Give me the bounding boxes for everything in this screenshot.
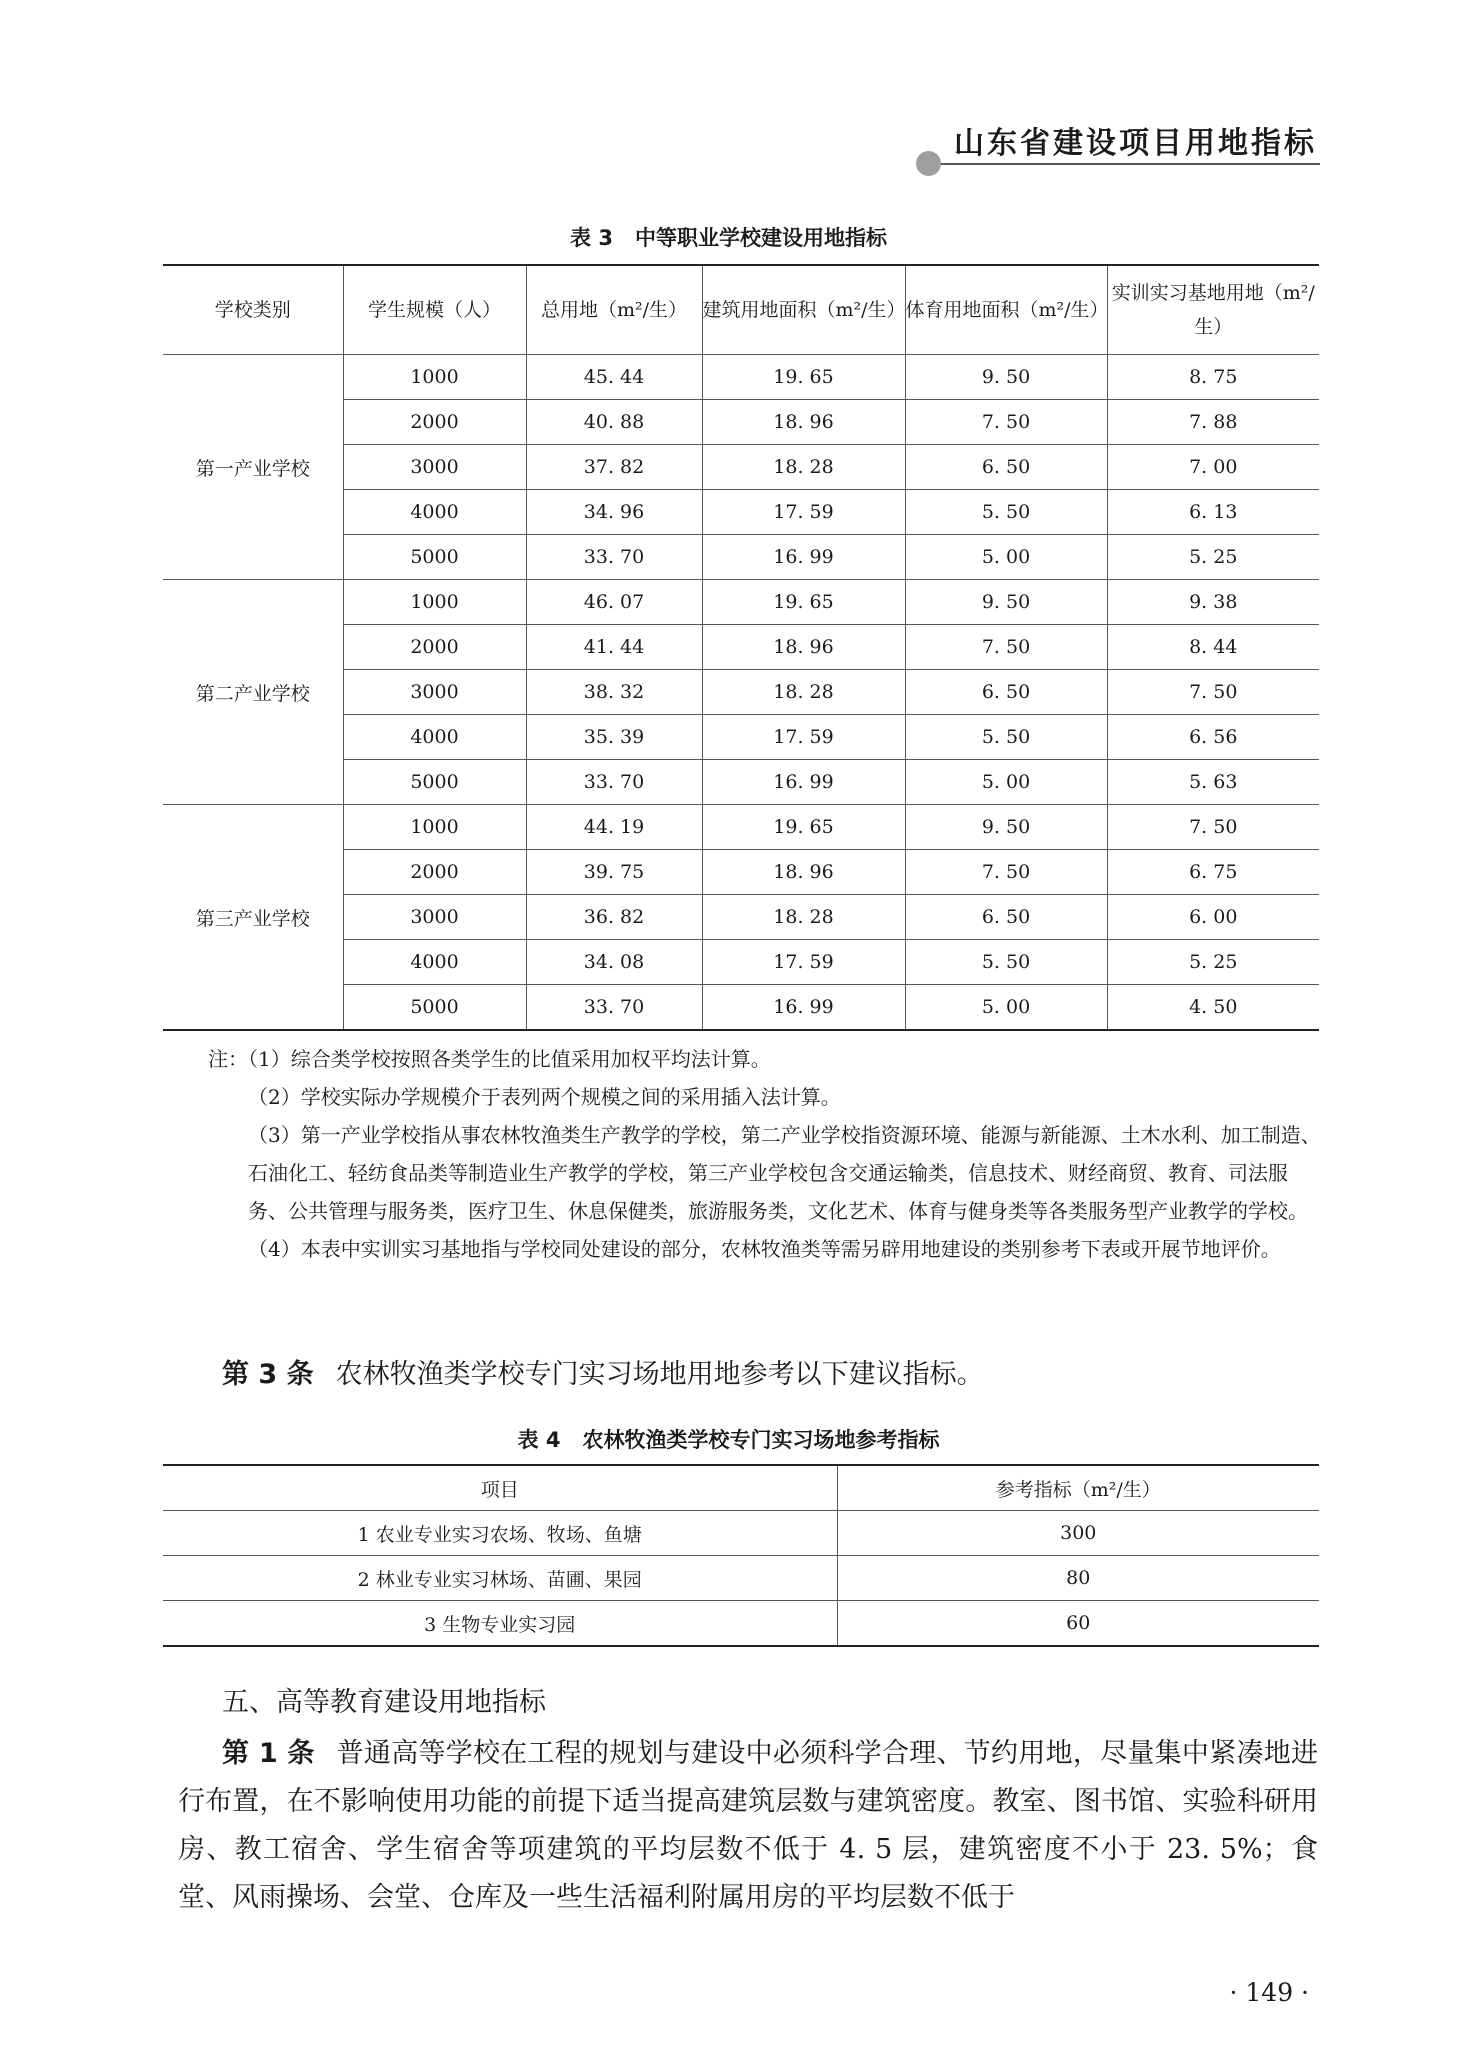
table-cell: 7. 50 [905,400,1107,445]
table-cell: 19. 65 [702,580,905,625]
table-cell: 80 [837,1556,1319,1601]
table-cell: 7. 50 [1107,670,1319,715]
table-cell: 33. 70 [526,535,702,580]
table-cell: 7. 50 [905,625,1107,670]
table-row [163,1511,1319,1556]
table-cell: 9. 50 [905,355,1107,400]
table-cell: 4000 [343,490,526,535]
table-cell: 1 农业专业实习农场、牧场、鱼塘 [163,1511,837,1556]
table-cell: 18. 96 [702,400,905,445]
table4-caption-num: 表 4 [517,1428,561,1452]
table-cell: 60 [1066,1612,1091,1634]
table-cell: 40. 88 [526,400,702,445]
table-cell: 17. 59 [702,490,905,535]
table-cell: 2000 [343,400,526,445]
note-3: （3）第一产业学校指从事农林牧渔类生产教学的学校，第二产业学校指资源环境、能源与新能源、土木水利、加工制造、石油化工、轻纺食品类等制造业生产教学的学校，第三产业学校包含交通运输类，信息技术、财经商贸、教育、司法服务、公共管理与服务类，医疗卫生、休息保健类，旅游服务类，文化艺术、体育与健身类等各类服务型产业教学的学校。 [248,1123,1321,1223]
table-cell: 5. 00 [905,535,1107,580]
table-cell: 1000 [343,580,526,625]
table-cell: 5000 [343,535,526,580]
note-1: 注：（1）综合类学校按照各类学生的比值采用加权平均法计算。 [208,1047,771,1071]
table-cell: 2 林业专业实习林场、苗圃、果园 [163,1556,837,1601]
table-cell: 5000 [343,760,526,805]
table-cell: 6. 75 [1107,850,1319,895]
table-cell: 35. 39 [526,715,702,760]
table-cell: 33. 70 [526,760,702,805]
table3-header-scale: 学生规模（人） [343,265,526,355]
table-cell: 5. 00 [905,760,1107,805]
article-3-text: 农林牧渔类学校专门实习场地用地参考以下建议指标。 [335,1359,984,1390]
table-cell: 7. 00 [1107,445,1319,490]
article-3-num: 第 3 条 [222,1359,314,1390]
note-4: （4）本表中实训实习基地指与学校同处建设的部分，农林牧渔类等需另辟用地建设的类别参考下表或开展节地评价。 [248,1237,1281,1261]
table-cell: 17. 59 [702,940,905,985]
table-cell: 5. 63 [1107,760,1319,805]
table-cell: 45. 44 [526,355,702,400]
table-cell: 36. 82 [526,895,702,940]
table-row [163,580,1319,625]
table-cell: 5000 [343,985,526,1031]
table-cell: 17. 59 [702,715,905,760]
table-cell: 1000 [343,805,526,850]
table-cell: 5. 25 [1107,940,1319,985]
table-cell: 6. 00 [1107,895,1319,940]
article-1-num: 第 1 条 [222,1738,315,1769]
header-dot [916,151,941,176]
table3-header-row [163,265,1319,355]
table-cell: 18. 28 [702,895,905,940]
table3-header-total: 总用地（m²/生） [526,265,702,355]
table-cell: 8. 44 [1107,625,1319,670]
table-cell: 44. 19 [526,805,702,850]
category-cell: 第二产业学校 [163,580,343,805]
table-cell: 7. 50 [905,850,1107,895]
table-cell: 5. 50 [905,490,1107,535]
table-cell: 33. 70 [526,985,702,1031]
table-cell: 6. 50 [905,670,1107,715]
table3-notes [208,1040,1323,1268]
table-cell: 9. 38 [1107,580,1319,625]
table3-caption-text: 中等职业学校建设用地指标 [634,226,887,250]
table-cell: 16. 99 [702,535,905,580]
table-cell: 18. 28 [702,670,905,715]
table3-caption-num: 表 3 [570,226,613,250]
table-row [163,1556,1319,1601]
table3-header-training: 实训实习基地用地（m²/生） [1107,265,1319,355]
table4 [163,1464,1319,1647]
table-cell: 7. 88 [1107,400,1319,445]
article-1 [178,1730,1318,1922]
category-cell: 第三产业学校 [163,805,343,1031]
article-3 [222,1352,984,1391]
table-cell: 6. 50 [905,895,1107,940]
table4-caption-text: 农林牧渔类学校专门实习场地参考指标 [582,1428,940,1452]
table-cell: 300 [837,1511,1319,1556]
table-cell: 5. 50 [905,940,1107,985]
table-cell: 7. 50 [1107,805,1319,850]
table-cell: 34. 96 [526,490,702,535]
table4-header-row [163,1465,1319,1511]
table-cell: 18. 28 [702,445,905,490]
table-cell: 19. 65 [702,805,905,850]
page-number: · 149 · [1229,1978,1309,2007]
table-row [163,355,1319,400]
table4-header-value: 参考指标（m²/生） [837,1465,1319,1511]
table3-header-building: 建筑用地面积（m²/生） [702,265,905,355]
table3-caption [0,222,1457,252]
table-cell: 41. 44 [526,625,702,670]
table-cell: 39. 75 [526,850,702,895]
table-cell: 3000 [343,670,526,715]
table-cell: 4000 [343,940,526,985]
running-header-title: 山东省建设项目用地指标 [954,126,1317,161]
table-cell: 6. 56 [1107,715,1319,760]
table-cell: 6. 50 [905,445,1107,490]
table-cell: 4000 [343,715,526,760]
table3-header-sports: 体育用地面积（m²/生） [905,265,1107,355]
table-cell: 18. 96 [702,850,905,895]
table-cell: 5. 00 [905,985,1107,1031]
header-rule [935,163,1320,165]
table-cell: 19. 65 [702,355,905,400]
table-cell: 16. 99 [702,760,905,805]
table-cell: 5. 50 [905,715,1107,760]
table3-header-category: 学校类别 [163,265,343,355]
table-cell: 16. 99 [702,985,905,1031]
section-title: 五、高等教育建设用地指标 [222,1687,546,1718]
table-cell: 38. 32 [526,670,702,715]
category-cell: 第一产业学校 [163,355,343,580]
table4-header-item: 项目 [163,1465,837,1511]
table-cell: 9. 50 [905,805,1107,850]
table-cell: 18. 96 [702,625,905,670]
note-2: （2）学校实际办学规模介于表列两个规模之间的采用插入法计算。 [248,1085,841,1109]
table-row [163,1601,1319,1647]
table-cell: 9. 50 [905,580,1107,625]
article-1-text: 普通高等学校在工程的规划与建设中必须科学合理、节约用地，尽量集中紧凑地进行布置，在不影响使用功能的前提下适当提高建筑层数与建筑密度。教室、图书馆、实验科研用房、教工宿舍、学生宿舍等项建筑的平均层数不低于 4. 5 层，建筑密度不小于 23. 5%；食堂、风雨操场、会堂、仓库及一些生活福利附属用房的平均层数不低于 [178,1738,1318,1913]
table-cell: 34. 08 [526,940,702,985]
table-cell: 2000 [343,850,526,895]
table-cell: 5. 25 [1107,535,1319,580]
table-cell: 1000 [343,355,526,400]
table-cell: 3000 [343,895,526,940]
table-cell: 2000 [343,625,526,670]
table4-caption [0,1424,1457,1454]
table-cell: 3 生物专业实习园 [163,1601,837,1647]
table-cell: 3000 [343,445,526,490]
table-cell: 37. 82 [526,445,702,490]
table-cell: 8. 75 [1107,355,1319,400]
table-cell: 6. 13 [1107,490,1319,535]
table-row [163,805,1319,850]
table3 [163,264,1319,1031]
table-cell: 4. 50 [1189,996,1238,1018]
table-cell: 46. 07 [526,580,702,625]
